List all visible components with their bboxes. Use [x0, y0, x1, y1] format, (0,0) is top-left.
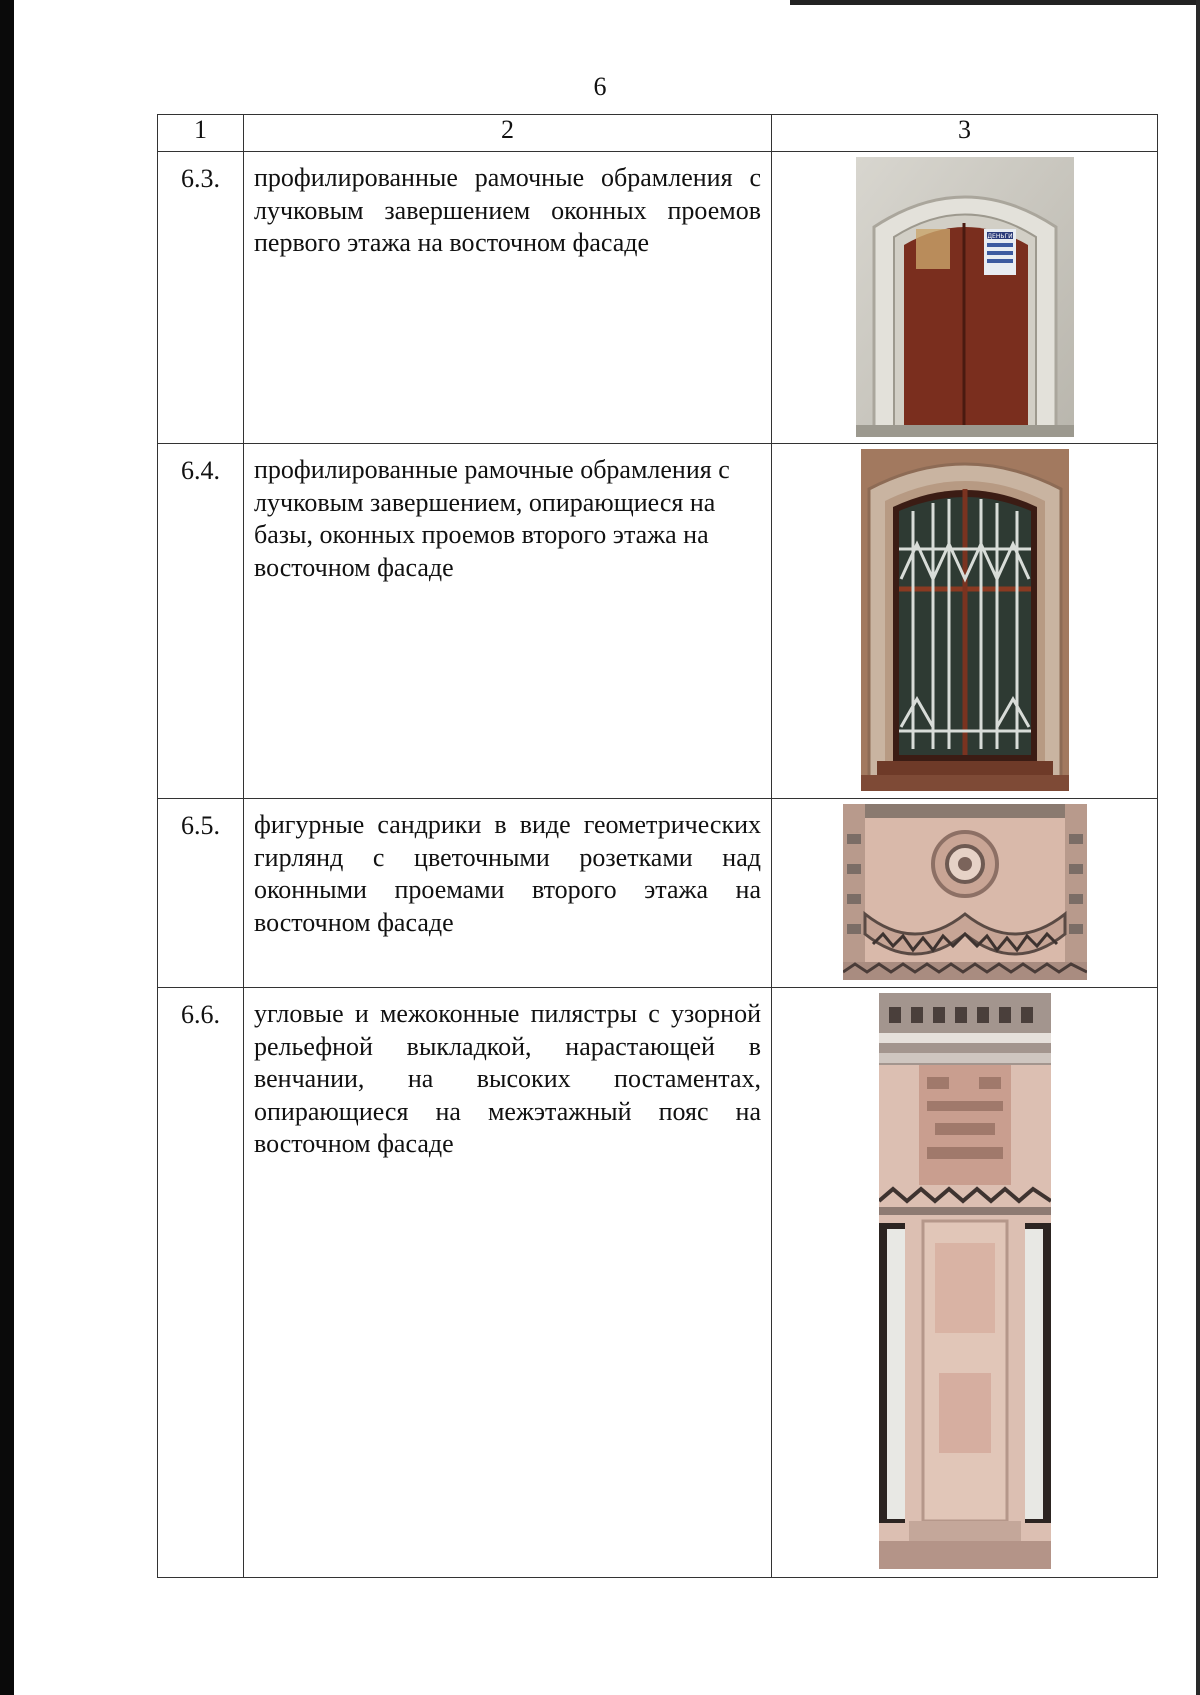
page-number: 6	[593, 72, 607, 101]
row-number: 6.5.	[158, 799, 244, 988]
header-col-2: 2	[244, 115, 772, 152]
photo-cell	[772, 799, 1158, 988]
door-sign-text: ДЕНЬГИ	[986, 233, 1013, 240]
pilaster-photo-icon	[879, 993, 1051, 1569]
photo-cell	[772, 988, 1158, 1578]
header-col-3: 3	[772, 115, 1158, 152]
row-description: профилированные рамочные обрамления с лучковым завершением, опирающиеся на базы, оконных проемов второго этажа на восточном фасаде	[244, 444, 772, 799]
elements-table	[157, 114, 1158, 1578]
row-number: 6.4.	[158, 444, 244, 799]
table-row	[158, 988, 1158, 1578]
scan-edge-right	[1196, 0, 1200, 1695]
row-description: угловые и межоконные пилястры с узорной рельефной выкладкой, нарастающей в венчании, на высоких постаментах, опирающиеся на межэтажный пояс на восточном фасаде	[244, 988, 772, 1578]
table-row	[158, 152, 1158, 444]
row-description: фигурные сандрики в виде геометрических гирлянд с цветочными розетками над оконными проемами второго этажа на восточном фасаде	[244, 799, 772, 988]
header-col-1: 1	[158, 115, 244, 152]
door-photo-icon	[856, 157, 1074, 437]
table-row	[158, 444, 1158, 799]
photo-cell	[772, 152, 1158, 444]
scan-edge-top	[790, 0, 1200, 5]
row-description: профилированные рамочные обрамления с лучковым завершением оконных проемов первого этажа на восточном фасаде	[244, 152, 772, 444]
window-grille-photo-icon	[861, 449, 1069, 791]
scan-edge-left	[0, 0, 14, 1695]
table-row	[158, 799, 1158, 988]
table-header-row	[158, 115, 1158, 152]
row-number: 6.3.	[158, 152, 244, 444]
photo-cell	[772, 444, 1158, 799]
sandrik-rosette-photo-icon	[843, 804, 1087, 980]
row-number: 6.6.	[158, 988, 244, 1578]
